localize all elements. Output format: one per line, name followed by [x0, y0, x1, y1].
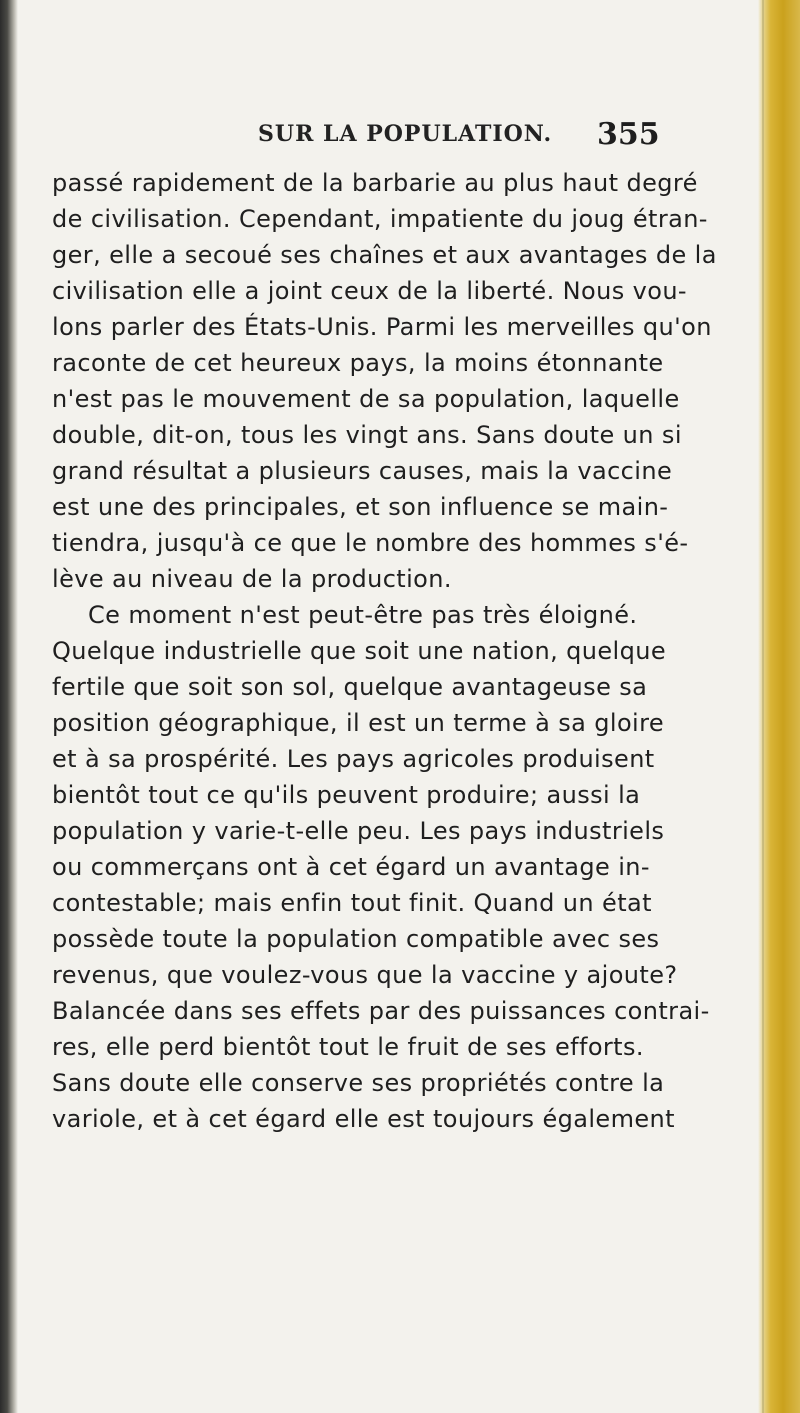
text-line: double, dit-on, tous les vingt ans. Sans doute un si [52, 421, 682, 449]
text-line: contestable; mais enfin tout finit. Quand un état [52, 889, 652, 917]
text-line: tiendra, jusqu'à ce que le nombre des hommes s'é- [52, 529, 689, 557]
text-line: de civilisation. Cependant, impatiente du joug étran- [52, 205, 708, 233]
running-head: SUR LA POPULATION. [258, 121, 553, 147]
text-line: revenus, que voulez-vous que la vaccine y ajoute? [52, 961, 678, 989]
text-line: variole, et à cet égard elle est toujours également [52, 1105, 675, 1133]
text-line: passé rapidement de la barbarie au plus haut degré [52, 169, 698, 197]
text-line: Quelque industrielle que soit une nation, quelque [52, 637, 667, 665]
text-line: Ce moment n'est peut-être pas très éloigné. [88, 601, 638, 629]
text-line: population y varie-t-elle peu. Les pays industriels [52, 817, 665, 845]
text-line: Balancée dans ses effets par des puissances contrai- [52, 997, 710, 1025]
text-line: fertile que soit son sol, quelque avantageuse sa [52, 673, 648, 701]
text-line: possède toute la population compatible avec ses [52, 925, 660, 953]
text-line: raconte de cet heureux pays, la moins étonnante [52, 349, 664, 377]
text-line: et à sa prospérité. Les pays agricoles produisent [52, 745, 655, 773]
body-text [52, 165, 762, 1137]
text-line: grand résultat a plusieurs causes, mais la vaccine [52, 457, 673, 485]
text-line: n'est pas le mouvement de sa population, laquelle [52, 385, 680, 413]
text-line: civilisation elle a joint ceux de la liberté. Nous vou- [52, 277, 687, 305]
text-line: lève au niveau de la production. [52, 565, 452, 593]
text-line: ger, elle a secoué ses chaînes et aux avantages de la [52, 241, 717, 269]
text-line: bientôt tout ce qu'ils peuvent produire; aussi la [52, 781, 641, 809]
text-line: ou commerçans ont à cet égard un avantage in- [52, 853, 650, 881]
text-line: res, elle perd bientôt tout le fruit de ses efforts. [52, 1033, 644, 1061]
page-number: 355 [597, 117, 660, 152]
page-header [0, 118, 800, 158]
page-edge [758, 0, 800, 1413]
book-gutter [0, 0, 18, 1413]
text-line: position géographique, il est un terme à sa gloire [52, 709, 665, 737]
text-line: Sans doute elle conserve ses propriétés contre la [52, 1069, 665, 1097]
text-line: lons parler des États-Unis. Parmi les merveilles qu'on [52, 313, 712, 341]
text-line: est une des principales, et son influence se main- [52, 493, 669, 521]
